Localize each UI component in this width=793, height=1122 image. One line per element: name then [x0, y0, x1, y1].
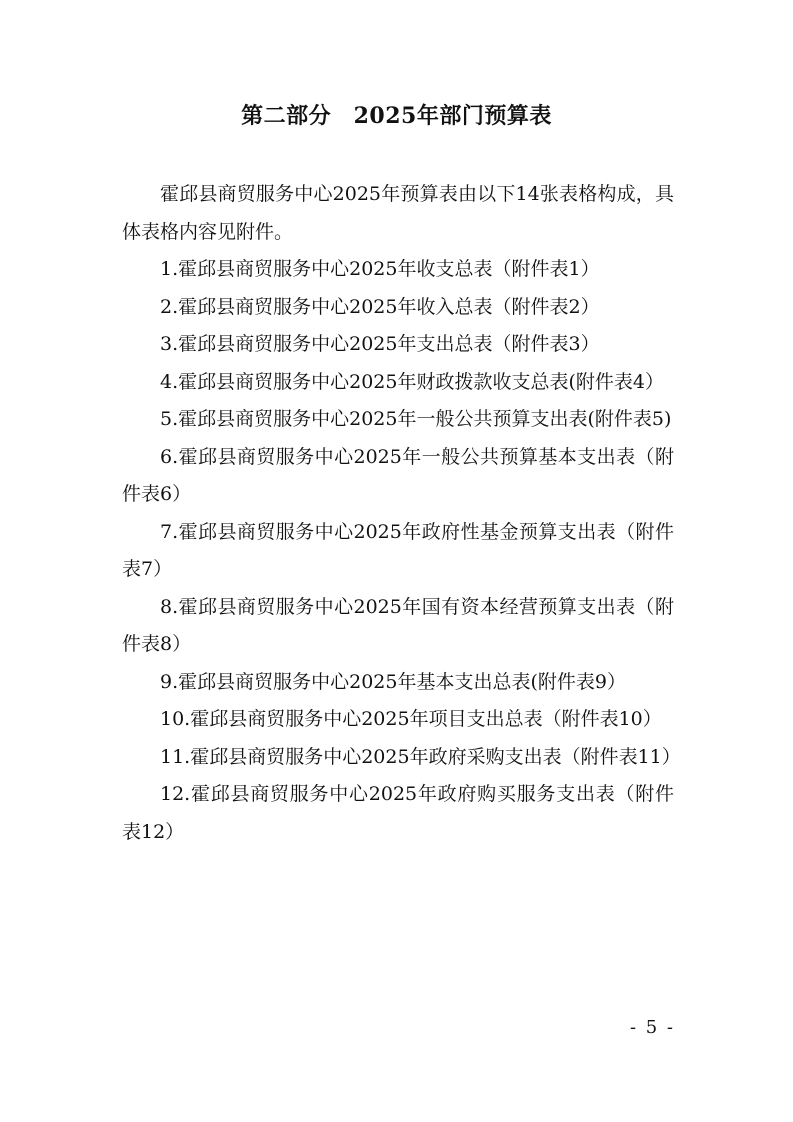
- page-number: - 5 -: [629, 1017, 675, 1038]
- list-item: 12.霍邱县商贸服务中心2025年政府购买服务支出表（附件表12）: [122, 783, 674, 843]
- list-item: 3.霍邱县商贸服务中心2025年支出总表（附件表3）: [160, 333, 600, 355]
- list-item: 2.霍邱县商贸服务中心2025年收入总表（附件表2）: [160, 295, 600, 318]
- list-item: 4.霍邱县商贸服务中心2025年财政拨款收支总表(附件表4）: [160, 370, 664, 393]
- page-title: 第二部分 2025年部门预算表: [241, 103, 552, 129]
- list-item: 6.霍邱县商贸服务中心2025年一般公共预算基本支出表（附件表6）: [122, 445, 674, 505]
- document-body: [122, 176, 681, 851]
- list-item: 5.霍邱县商贸服务中心2025年一般公共预算支出表(附件表5): [160, 408, 672, 430]
- intro-paragraph: 霍邱县商贸服务中心2025年预算表由以下14张表格构成，具体表格内容见附件。: [122, 183, 674, 243]
- list-item: 1.霍邱县商贸服务中心2025年收支总表（附件表1）: [160, 258, 600, 280]
- list-item: 10.霍邱县商贸服务中心2025年项目支出总表（附件表10）: [160, 708, 662, 730]
- list-item: 7.霍邱县商贸服务中心2025年政府性基金预算支出表（附件表7）: [122, 520, 674, 580]
- list-item: 8.霍邱县商贸服务中心2025年国有资本经营预算支出表（附件表8）: [122, 595, 674, 655]
- list-item: 9.霍邱县商贸服务中心2025年基本支出总表(附件表9）: [160, 670, 626, 693]
- list-item: 11.霍邱县商贸服务中心2025年政府采购支出表（附件表11）: [160, 745, 681, 768]
